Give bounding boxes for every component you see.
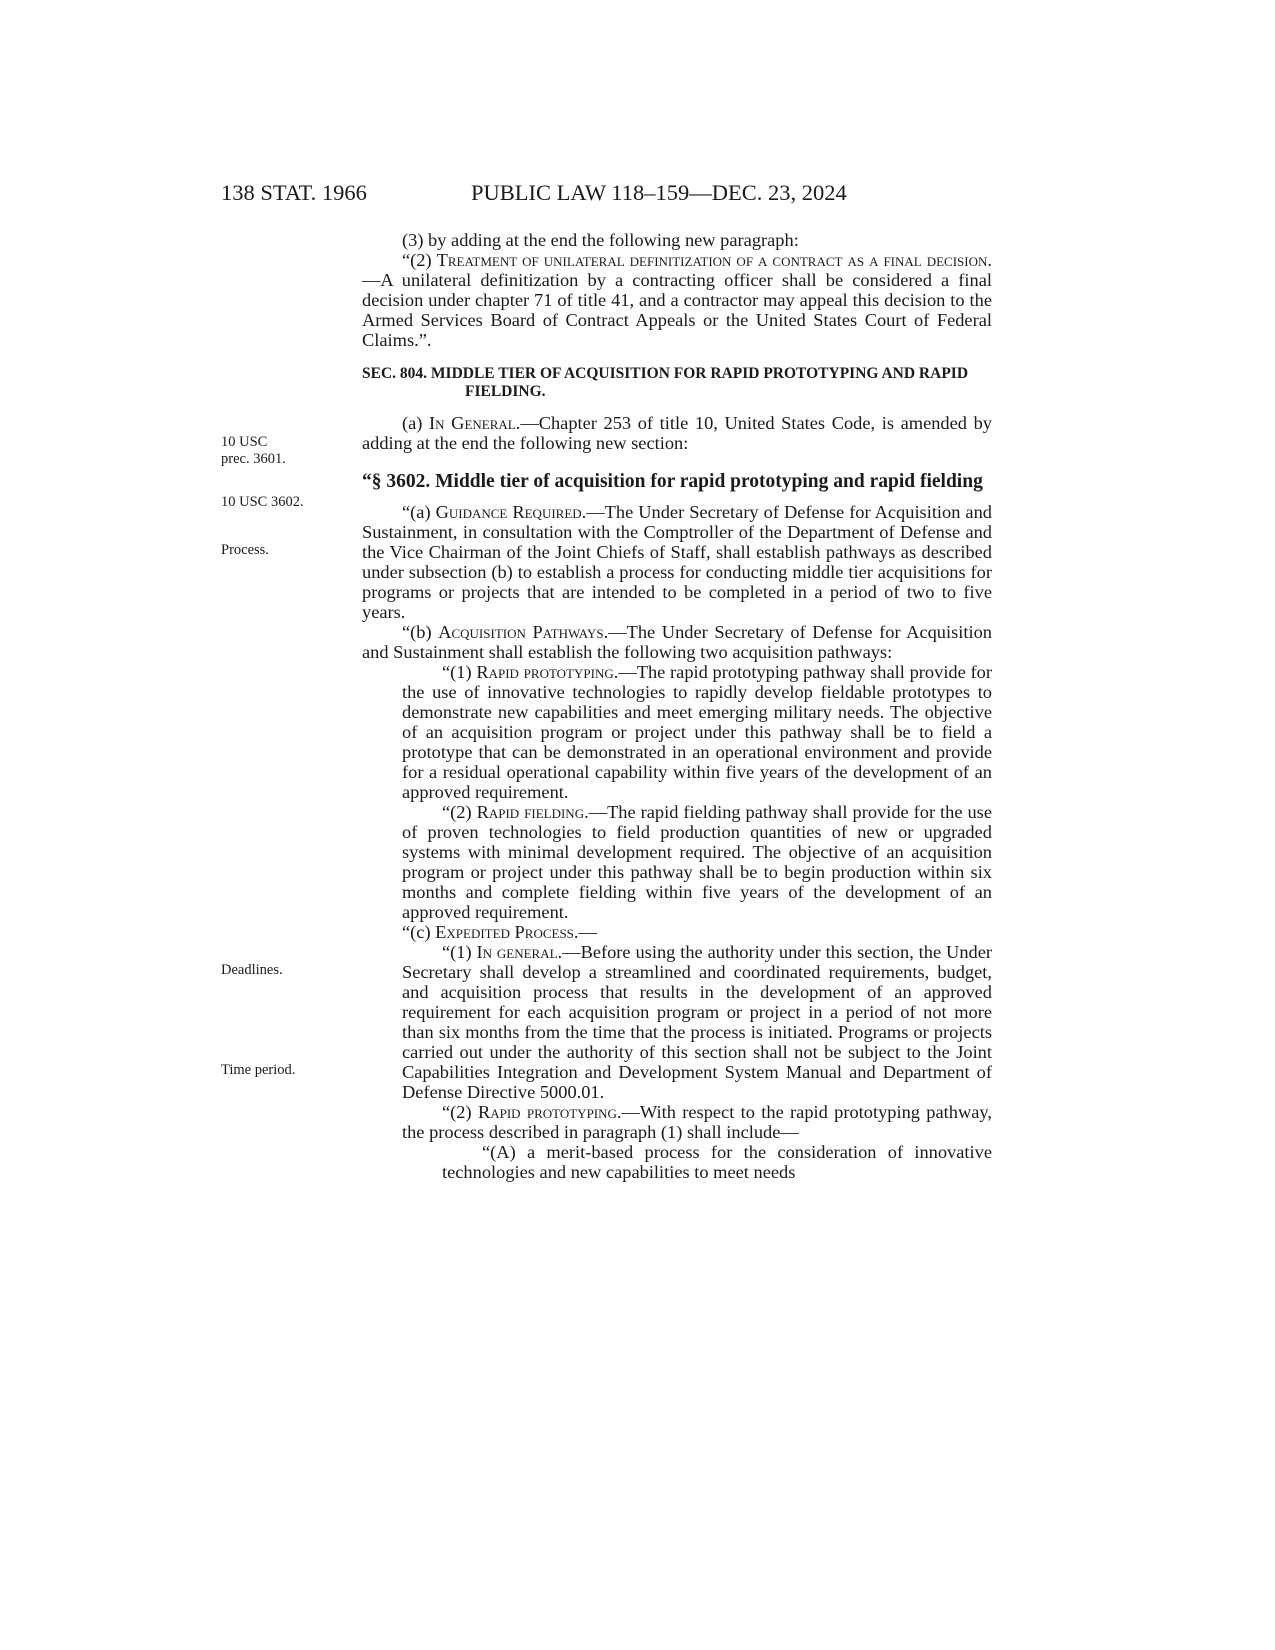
paragraph-heading: Expedited Process. bbox=[435, 922, 579, 942]
paragraph-c1-in-general: “(1) In general.—Before using the authority under this section, the Under Secretary shall develop a streamlined and coordinated requirements, budget, and acquisition process that results in the development of an approved requirement for each acquisition program or project in a period of not more than six months from the time that the process is initiated. Programs or projects carried out under the authority of this section shall not be subject to the Joint Capabilities Integration and Development System Manual and Department of Defense Directive 5000.01. bbox=[402, 942, 992, 1102]
subsection-a-in-general: (a) In General.—Chapter 253 of title 10, United States Code, is amended by adding at the end the following new section: bbox=[362, 413, 992, 453]
paragraph-heading: Acquisition Pathways. bbox=[438, 622, 609, 642]
paragraph-heading: Guidance Required. bbox=[435, 502, 587, 522]
paragraph-heading: In General. bbox=[429, 413, 521, 433]
paragraph-c2-rapid-prototyping: “(2) Rapid prototyping.—With respect to the rapid prototyping pathway, the process described in paragraph (1) shall include— bbox=[402, 1102, 992, 1142]
subparagraph-c2-a: “(A) a merit-based process for the consideration of innovative technologies and new capabilities to meet needs bbox=[442, 1142, 992, 1182]
section-3602-heading: “§ 3602. Middle tier of acquisition for rapid prototyping and rapid fielding bbox=[362, 471, 983, 492]
margin-note-deadlines: Deadlines. bbox=[221, 962, 283, 978]
stat-page-number: 138 STAT. 1966 bbox=[221, 180, 367, 205]
document-body bbox=[362, 230, 992, 1182]
margin-note-time-period: Time period. bbox=[221, 1062, 296, 1078]
page-header bbox=[221, 180, 993, 210]
paragraph-3-amendment: (3) by adding at the end the following new paragraph: bbox=[402, 230, 799, 250]
margin-note-usc-prec bbox=[221, 434, 286, 468]
paragraph-heading: Rapid prototyping. bbox=[476, 662, 619, 682]
margin-note-usc-prec-line2: prec. 3601. bbox=[221, 451, 286, 467]
margin-note-usc-3602: 10 USC 3602. bbox=[221, 494, 304, 510]
paragraph-b1-rapid-prototyping: “(1) Rapid prototyping.—The rapid prototyping pathway shall provide for the use of innovative technologies to rapidly develop fieldable prototypes to demonstrate new capabilities and meet emerging military needs. The objective of an acquisition program or project under this pathway shall be to field a prototype that can be demonstrated in an operational environment and provide for a residual operational capability within five years of the development of an approved requirement. bbox=[402, 662, 992, 802]
subsection-c-expedited: “(c) Expedited Process.— bbox=[402, 922, 597, 942]
paragraph-heading: In general. bbox=[476, 942, 563, 962]
paragraph-heading: Treatment of unilateral definitization of a contract as a final decision. bbox=[436, 250, 992, 270]
subsection-a-guidance: “(a) Guidance Required.—The Under Secretary of Defense for Acquisition and Sustainment, in consultation with the Comptroller of the Department of Defense and the Vice Chairman of the Joint Chiefs of Staff, shall establish pathways as described under subsection (b) to establish a process for conducting middle tier acquisitions for programs or projects that are intended to be completed in a period of two to five years. bbox=[362, 502, 992, 622]
subsection-b-pathways: “(b) Acquisition Pathways.—The Under Secretary of Defense for Acquisition and Sustainment shall establish the following two acquisition pathways: bbox=[362, 622, 992, 662]
paragraph-b2-rapid-fielding: “(2) Rapid fielding.—The rapid fielding pathway shall provide for the use of proven technologies to field production quantities of new or upgraded systems with minimal development required. The objective of an acquisition program or project under this pathway shall be to begin production within six months and complete fielding within five years of the development of an approved requirement. bbox=[402, 802, 992, 922]
public-law-title: PUBLIC LAW 118–159—DEC. 23, 2024 bbox=[471, 180, 847, 205]
paragraph-2-treatment: “(2) Treatment of unilateral definitization of a contract as a final decision.—A unilateral definitization by a contracting officer shall be considered a final decision under chapter 71 of title 41, and a contractor may appeal this decision to the Armed Services Board of Contract Appeals or the United States Court of Federal Claims.”. bbox=[362, 250, 992, 350]
margin-note-usc-prec-line1: 10 USC bbox=[221, 434, 268, 450]
section-804-heading: SEC. 804. MIDDLE TIER OF ACQUISITION FOR RAPID PROTOTYPING AND RAPID FIELDING. bbox=[362, 365, 969, 400]
paragraph-heading: Rapid prototyping. bbox=[477, 1102, 622, 1122]
paragraph-heading: Rapid fielding. bbox=[476, 802, 589, 822]
margin-note-process: Process. bbox=[221, 542, 269, 558]
